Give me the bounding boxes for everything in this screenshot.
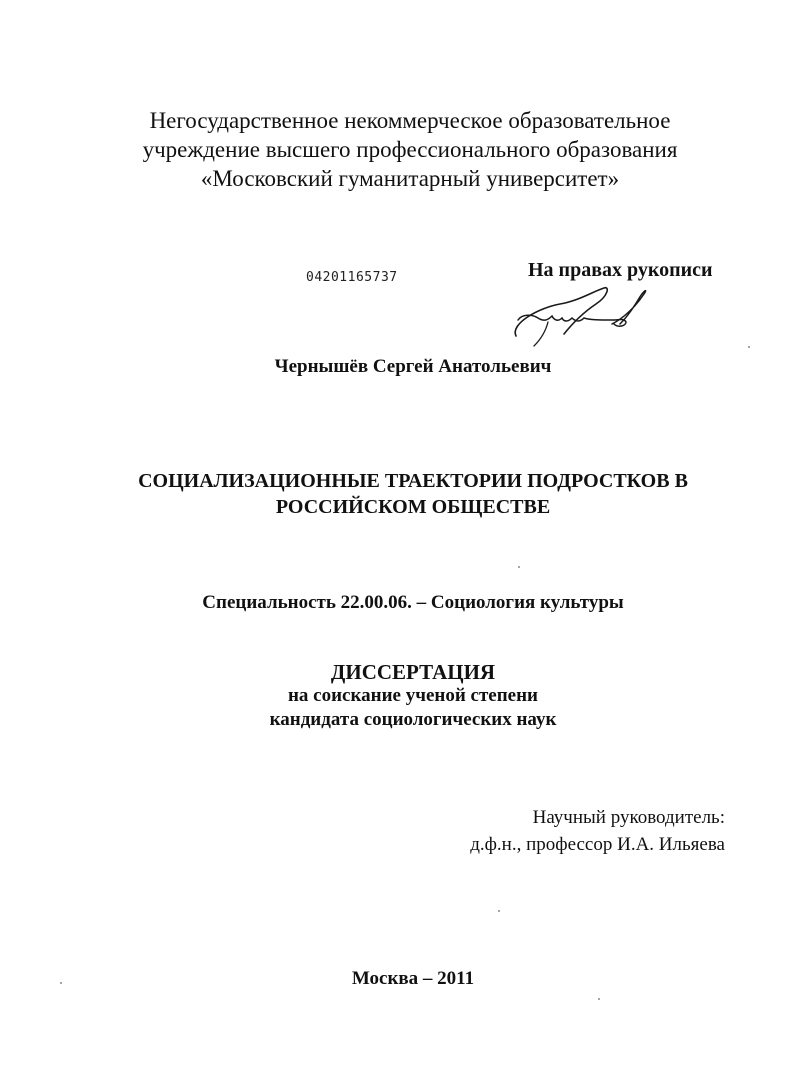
scan-speck	[498, 910, 500, 912]
supervisor-name: д.ф.н., профессор И.А. Ильяева	[470, 834, 725, 855]
dissertation-block	[0, 660, 792, 732]
scan-speck	[748, 346, 750, 348]
scan-speck	[598, 998, 600, 1000]
supervisor-label: Научный руководитель:	[532, 807, 725, 828]
degree-line-2: кандидата социологических наук	[269, 709, 557, 730]
dissertation-title	[0, 468, 792, 520]
institution-line-3: «Московский гуманитарный университет»	[200, 166, 620, 191]
title-line-2: РОССИЙСКОМ ОБЩЕСТВЕ	[275, 496, 551, 518]
institution-name	[0, 106, 792, 193]
specialty: Специальность 22.00.06. – Социология культуры	[202, 592, 624, 613]
manuscript-note: На правах рукописи	[528, 259, 713, 281]
institution-line-2: учреждение высшего профессионального образования	[142, 137, 678, 162]
dissertation-heading: ДИССЕРТАЦИЯ	[330, 660, 496, 684]
document-code: 04201165737	[306, 270, 398, 285]
author-name: Чернышёв Сергей Анатольевич	[274, 356, 552, 377]
degree-line-1: на соискание ученой степени	[287, 685, 538, 706]
supervisor-block	[420, 804, 725, 858]
scan-speck	[60, 982, 62, 984]
scan-speck	[518, 566, 520, 568]
place-and-year: Москва – 2011	[351, 968, 475, 989]
title-line-1: СОЦИАЛИЗАЦИОННЫЕ ТРАЕКТОРИИ ПОДРОСТКОВ В	[138, 470, 688, 492]
institution-line-1: Негосударственное некоммерческое образовательное	[149, 108, 671, 133]
handwritten-signature	[508, 284, 658, 352]
